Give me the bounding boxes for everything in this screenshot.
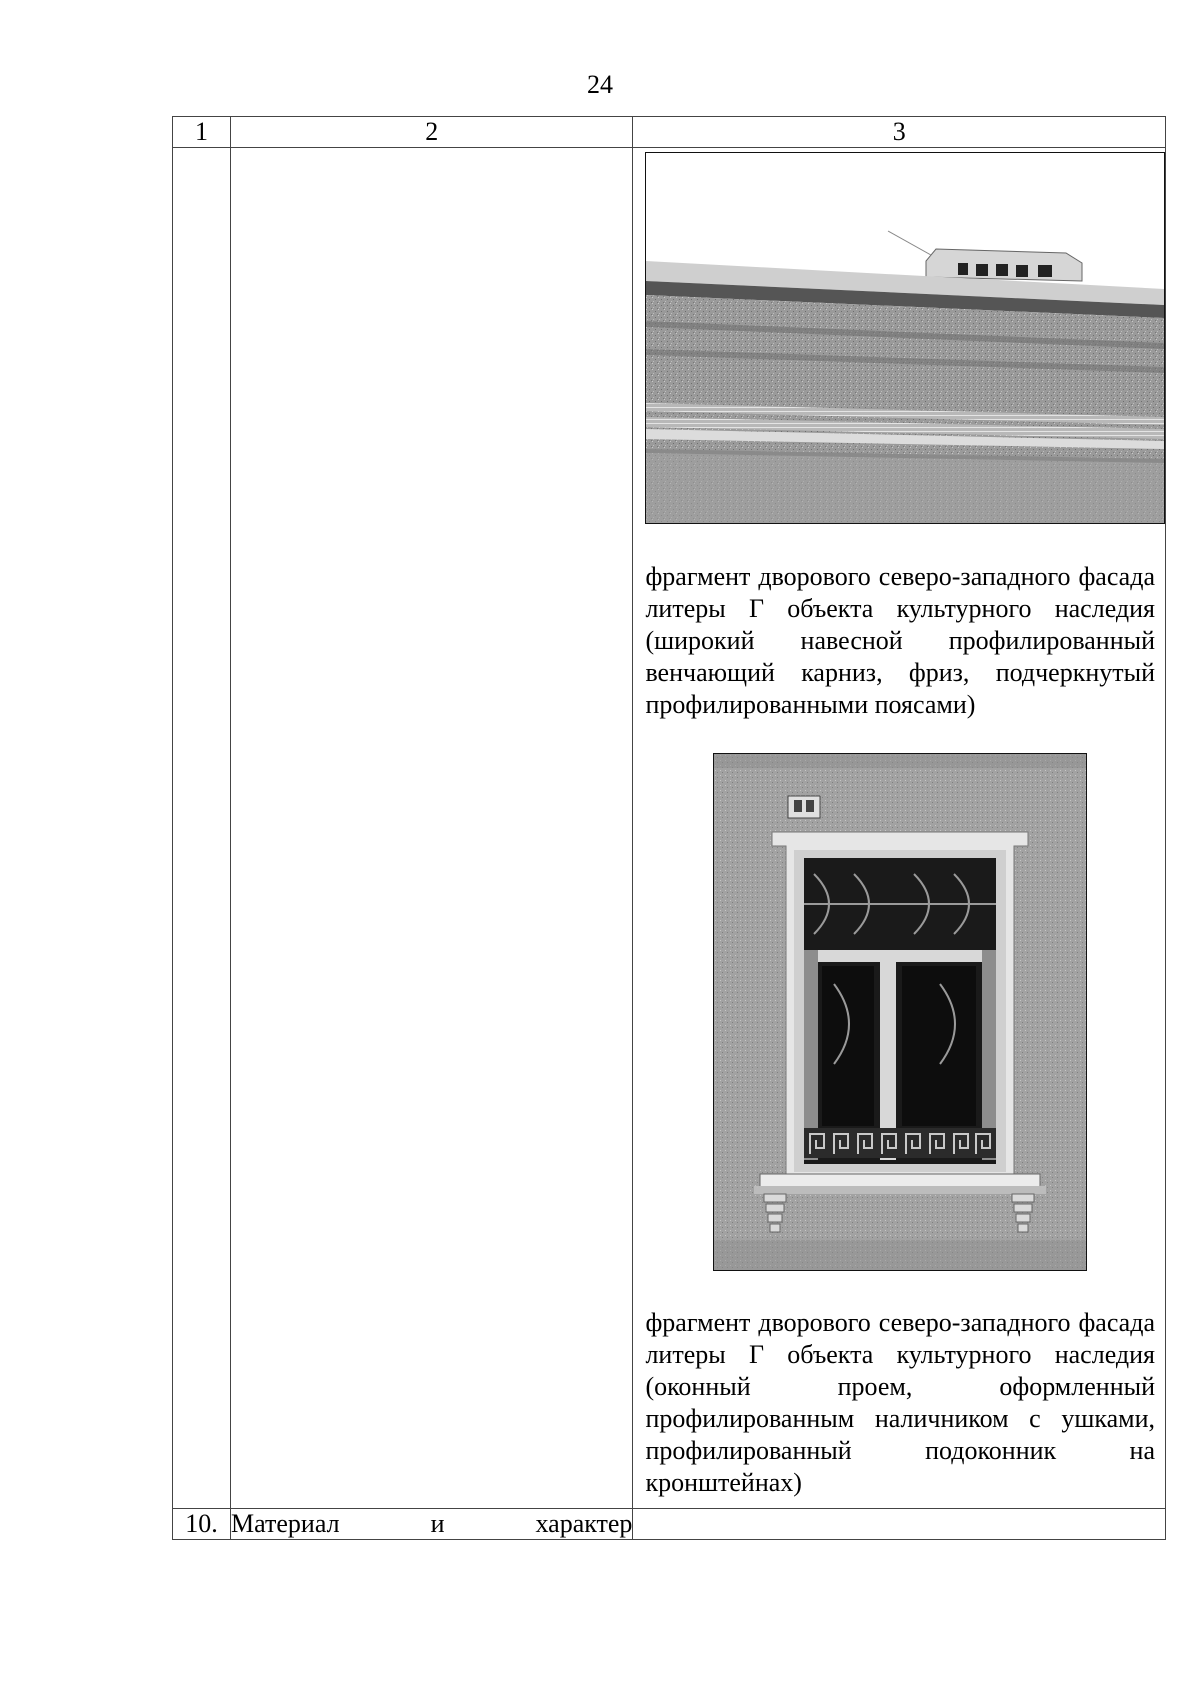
row10-value-empty xyxy=(633,1509,1166,1540)
header-col-1: 1 xyxy=(173,117,231,148)
window-photo xyxy=(713,753,1087,1271)
page-number: 24 xyxy=(587,70,613,99)
header-col-3: 3 xyxy=(633,117,1166,148)
cornice-caption: фрагмент дворового северо-западного фасада литеры Г объекта культурного наследия (широкий навесной профилированный венчающий карниз, фриз, подчеркнутый профилированными поясами) xyxy=(645,562,1155,719)
window-caption: фрагмент дворового северо-западного фасада литеры Г объекта культурного наследия (оконный проем, оформленный профилированным наличником с ушками, профилированный подоконник на кронштейнах) xyxy=(645,1308,1155,1497)
row10-number: 10. xyxy=(173,1509,231,1540)
table-header-row xyxy=(173,117,1166,148)
table-row-10 xyxy=(173,1509,1166,1540)
table-row-continued xyxy=(173,148,1166,1509)
row10-label: Материал и характер xyxy=(231,1509,633,1538)
cell-description-empty xyxy=(231,148,633,1509)
attributes-table xyxy=(172,116,1166,1540)
header-col-2: 2 xyxy=(231,117,633,148)
cornice-photo xyxy=(645,152,1165,524)
cell-number-empty xyxy=(173,148,231,1509)
cell-photos xyxy=(633,148,1166,1509)
